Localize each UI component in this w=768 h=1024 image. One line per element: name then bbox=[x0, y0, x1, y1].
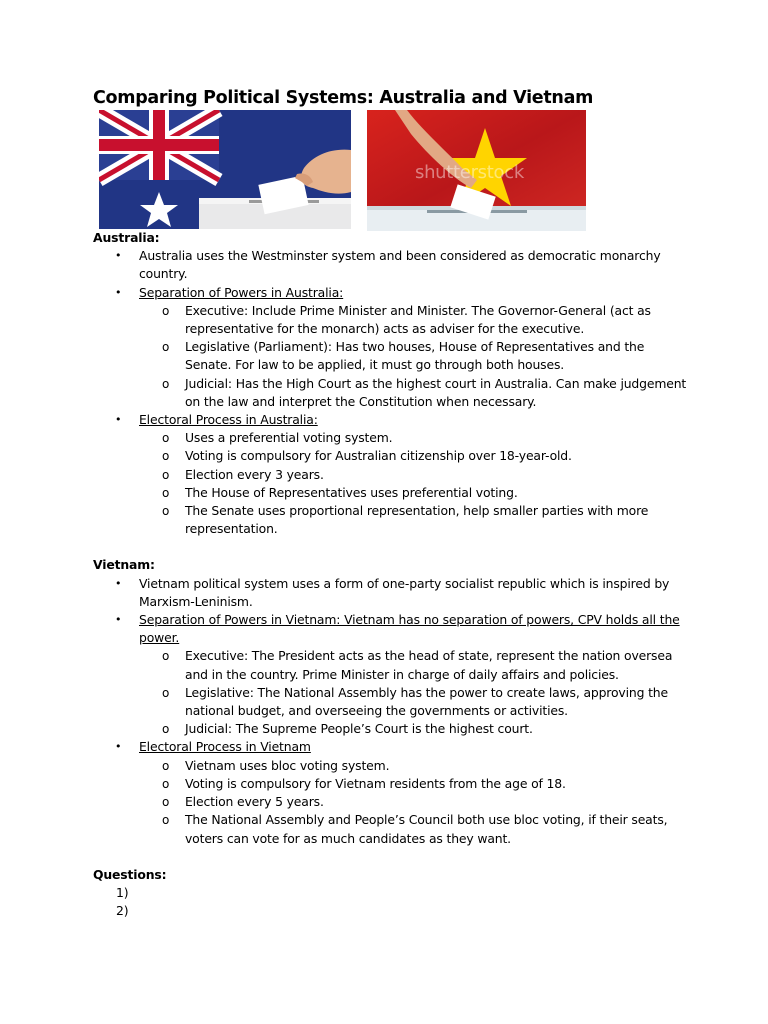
page-title: Comparing Political Systems: Australia and Vietnam bbox=[93, 88, 594, 108]
sub-list-item-text: The National Assembly and People’s Council both use bloc voting, if their seats, voters can vote for as much candidates as they want. bbox=[185, 812, 668, 846]
sub-list-item bbox=[93, 375, 693, 411]
circle-bullet-icon: o bbox=[162, 340, 170, 355]
vietnam-list bbox=[93, 575, 693, 848]
document-body bbox=[93, 229, 693, 920]
sub-list-item bbox=[93, 466, 693, 484]
list-item-text: Australia uses the Westminster system and been considered as democratic monarchy country. bbox=[139, 248, 661, 282]
list-item-text: Electoral Process in Australia: bbox=[139, 412, 318, 428]
list-item bbox=[93, 411, 693, 538]
sub-list-item-text: Executive: The President acts as the head of state, represent the nation oversea and in the country. Prime Minister in charge of daily affairs and policies. bbox=[185, 648, 673, 682]
sub-list-item bbox=[93, 811, 693, 847]
question-item bbox=[93, 902, 693, 920]
sub-list-item-text: Legislative: The National Assembly has the power to create laws, approving the national budget, and overseeing the governments or activities. bbox=[185, 684, 668, 719]
list-item bbox=[93, 284, 693, 411]
list-item-text: Vietnam political system uses a form of one-party socialist republic which is inspired by Marxism-Leninism. bbox=[139, 575, 670, 609]
australia-heading: Australia: bbox=[93, 230, 160, 245]
sub-list-item bbox=[93, 720, 693, 738]
bullet-icon: • bbox=[115, 576, 122, 590]
sub-list-item-text: Judicial: Has the High Court as the highest court in Australia. Can make judgement on the law and interpret the Constitution when necessary. bbox=[185, 375, 687, 409]
question-number: 2) bbox=[116, 903, 129, 919]
sub-list-item-text: The Senate uses proportional representation, help smaller parties with more representation. bbox=[185, 503, 649, 537]
sub-list-item bbox=[93, 684, 693, 720]
sub-list-item bbox=[93, 793, 693, 811]
list-item-text: Separation of Powers in Vietnam: Vietnam has no separation of powers, CPV holds all the power. bbox=[139, 612, 680, 646]
sub-list bbox=[139, 429, 693, 538]
circle-bullet-icon: o bbox=[162, 303, 170, 318]
sub-list-item-text: Judicial: The Supreme People’s Court is the highest court. bbox=[185, 721, 533, 737]
list-item bbox=[93, 611, 693, 738]
bullet-icon: • bbox=[115, 285, 122, 299]
circle-bullet-icon: o bbox=[162, 722, 170, 737]
sub-list-item bbox=[93, 647, 693, 683]
bullet-icon: • bbox=[115, 413, 122, 427]
sub-list-item bbox=[93, 757, 693, 775]
circle-bullet-icon: o bbox=[162, 449, 170, 464]
circle-bullet-icon: o bbox=[162, 649, 170, 664]
circle-bullet-icon: o bbox=[162, 467, 170, 482]
sub-list-item-text: Executive: Include Prime Minister and Minister. The Governor-General (act as representative for the monarch) acts as adviser for the executive. bbox=[185, 302, 651, 337]
circle-bullet-icon: o bbox=[162, 795, 170, 810]
list-item bbox=[93, 575, 693, 611]
circle-bullet-icon: o bbox=[162, 758, 170, 773]
sub-list bbox=[139, 302, 693, 411]
image-watermark: shutterstock bbox=[415, 162, 524, 183]
circle-bullet-icon: o bbox=[162, 376, 170, 391]
sub-list-item-text: Voting is compulsory for Australian citizenship over 18-year-old. bbox=[185, 448, 572, 464]
sub-list bbox=[139, 757, 693, 848]
sub-list-item-text: Voting is compulsory for Vietnam residents from the age of 18. bbox=[185, 775, 566, 791]
sub-list-item bbox=[93, 447, 693, 465]
australia-list bbox=[93, 247, 693, 538]
question-item bbox=[93, 884, 693, 902]
sub-list-item-text: The House of Representatives uses preferential voting. bbox=[185, 484, 518, 500]
questions-heading: Questions: bbox=[93, 866, 167, 882]
circle-bullet-icon: o bbox=[162, 776, 170, 791]
circle-bullet-icon: o bbox=[162, 813, 170, 828]
sub-list-item-text: Election every 3 years. bbox=[185, 466, 324, 482]
sub-list-item-text: Election every 5 years. bbox=[185, 794, 324, 810]
list-item bbox=[93, 738, 693, 847]
bullet-icon: • bbox=[115, 740, 122, 754]
australia-vote-image bbox=[99, 110, 351, 229]
vietnam-heading: Vietnam: bbox=[93, 557, 155, 573]
list-item-text: Separation of Powers in Australia: bbox=[139, 284, 344, 300]
bullet-icon: • bbox=[115, 249, 122, 263]
circle-bullet-icon: o bbox=[162, 485, 170, 500]
sub-list-item-text: Vietnam uses bloc voting system. bbox=[185, 757, 390, 773]
sub-list-item-text: Legislative (Parliament): Has two houses, House of Representatives and the Senate. For law to be applied, it must go through both houses. bbox=[185, 339, 645, 373]
sub-list-item bbox=[93, 429, 693, 447]
sub-list-item bbox=[93, 775, 693, 793]
circle-bullet-icon: o bbox=[162, 504, 170, 519]
sub-list-item bbox=[93, 338, 693, 374]
sub-list-item bbox=[93, 484, 693, 502]
circle-bullet-icon: o bbox=[162, 431, 170, 446]
sub-list-item-text: Uses a preferential voting system. bbox=[185, 430, 393, 446]
bullet-icon: • bbox=[115, 613, 122, 627]
vietnam-vote-image bbox=[367, 110, 586, 231]
circle-bullet-icon: o bbox=[162, 685, 170, 700]
sub-list bbox=[139, 647, 693, 738]
list-item-text: Electoral Process in Vietnam bbox=[139, 739, 311, 755]
sub-list-item bbox=[93, 302, 693, 338]
sub-list-item bbox=[93, 502, 693, 538]
list-item bbox=[93, 247, 693, 283]
questions-list bbox=[93, 884, 693, 920]
question-number: 1) bbox=[116, 884, 129, 900]
